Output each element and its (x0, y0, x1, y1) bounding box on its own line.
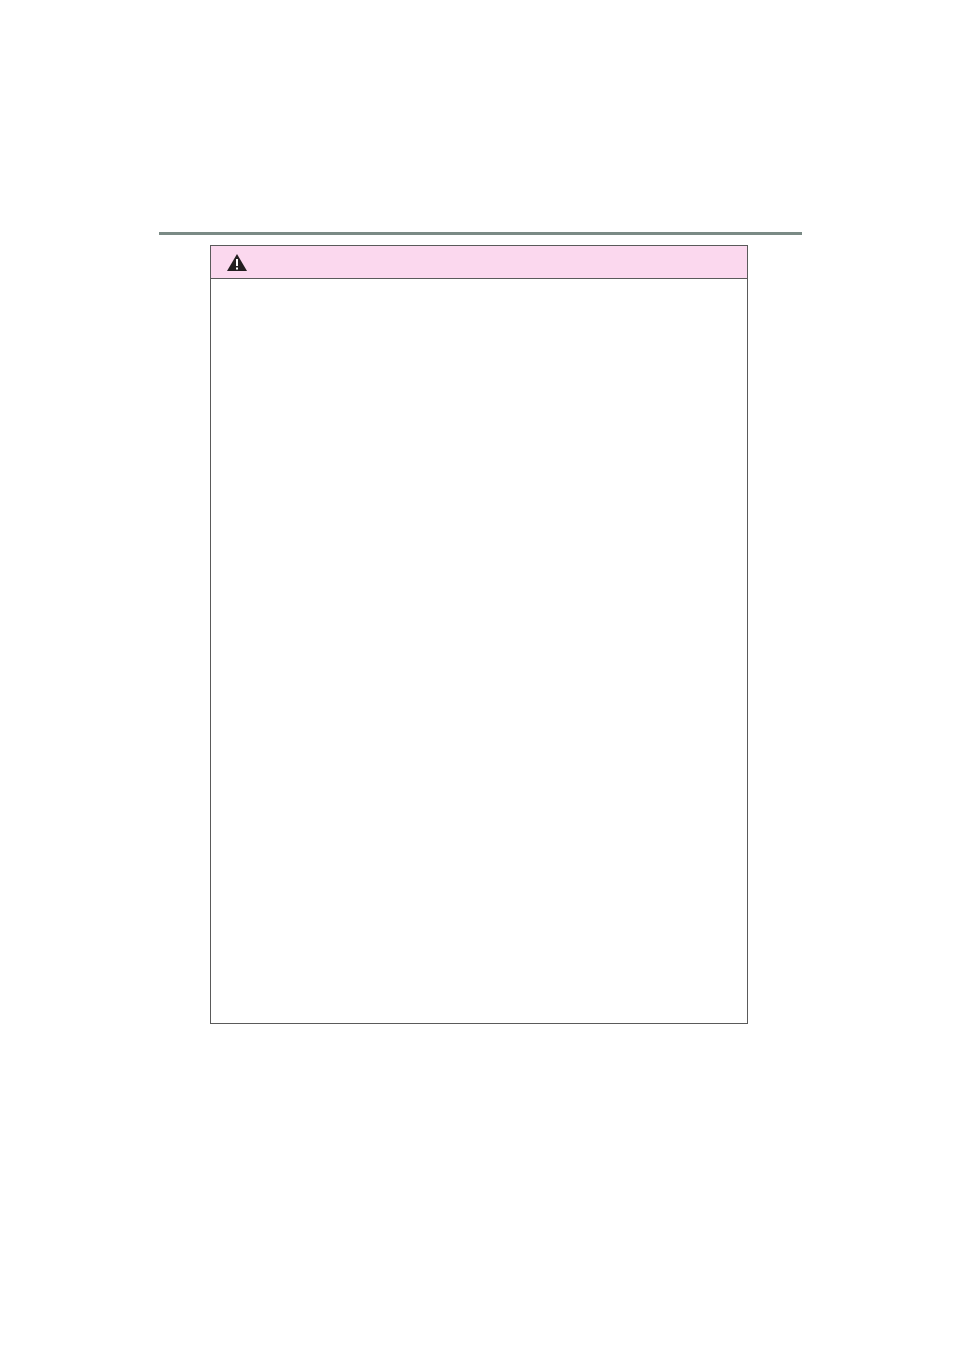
warning-content (211, 279, 747, 289)
header-rule (159, 232, 802, 235)
warning-header (211, 246, 747, 279)
warning-triangle-icon (226, 253, 248, 272)
warning-box (210, 245, 748, 1024)
